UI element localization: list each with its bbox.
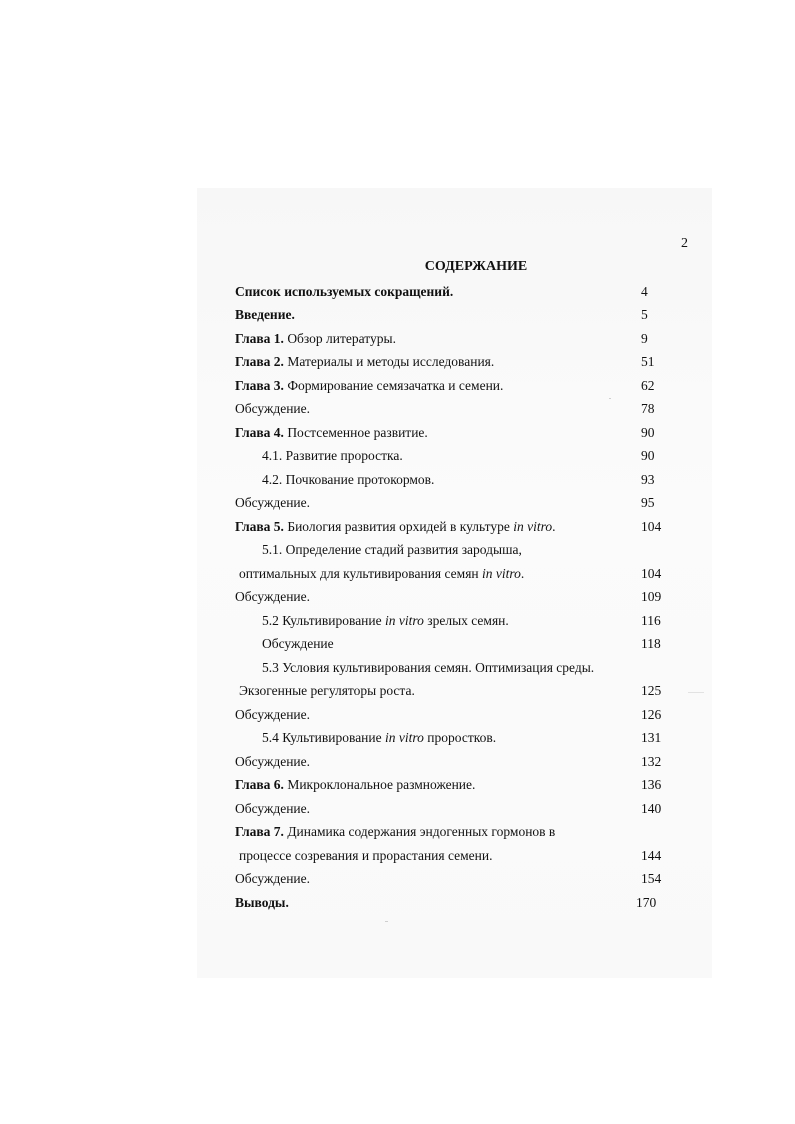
- entry-text: Обсуждение.: [235, 801, 311, 816]
- entry-italic-text: in vitro: [513, 519, 553, 534]
- toc-entry-discussion: [0, 868, 795, 890]
- scan-speck: [609, 398, 611, 399]
- entry-page: 90: [641, 425, 655, 440]
- entry-text: Динамика содержания эндогенных гормонов в: [283, 824, 556, 839]
- entry-page: 154: [641, 871, 662, 886]
- entry-text-after: .: [520, 566, 525, 581]
- entry-page: 104: [641, 519, 662, 534]
- entry-italic-text: in vitro: [385, 613, 424, 628]
- toc-entry-abbreviations: [0, 281, 795, 303]
- entry-text: Биология развития орхидей в культуре: [283, 519, 514, 534]
- page-number: 2: [681, 236, 688, 251]
- toc-entry-section-5-2: [0, 610, 795, 632]
- toc-entry-chapter-5: [0, 516, 795, 538]
- entry-page: 131: [641, 730, 662, 745]
- entry-text: 5.4 Культивирование: [262, 730, 386, 745]
- entry-bold-text: Глава 5.: [235, 519, 284, 534]
- entry-text: 5.3 Условия культивирования семян. Оптимизация среды.: [262, 660, 595, 675]
- toc-entry-chapter-1: [0, 328, 795, 350]
- entry-bold-text: Глава 2.: [235, 354, 284, 369]
- toc-entry-section-4-1: [0, 445, 795, 467]
- entry-page: 4: [641, 284, 648, 299]
- entry-text: Экзогенные регуляторы роста.: [239, 683, 415, 698]
- entry-page: 140: [641, 801, 662, 816]
- entry-bold-text: Глава 7.: [235, 824, 284, 839]
- entry-text: Обсуждение: [262, 636, 334, 651]
- entry-page: 62: [641, 378, 655, 393]
- toc-entry-section-5-3: [0, 657, 795, 679]
- toc-entry-discussion: [0, 492, 795, 514]
- toc-entry-discussion: [0, 704, 795, 726]
- entry-page: 93: [641, 472, 655, 487]
- toc-entry-chapter-7: [0, 821, 795, 843]
- entry-bold-text: Глава 6.: [235, 777, 284, 792]
- scan-speck: [385, 921, 388, 922]
- entry-text: Обсуждение.: [235, 707, 311, 722]
- entry-text-after: зрелых семян.: [423, 613, 509, 628]
- entry-page: 170: [636, 895, 657, 910]
- toc-entry-chapter-7-continued: [0, 845, 795, 867]
- entry-text: Обзор литературы.: [283, 331, 396, 346]
- entry-page: 109: [641, 589, 662, 604]
- entry-page: 125: [641, 683, 662, 698]
- toc-entry-chapter-3: [0, 375, 795, 397]
- toc-entry-conclusions: [0, 892, 795, 914]
- entry-page: 90: [641, 448, 655, 463]
- toc-entry-section-5-1: [0, 539, 795, 561]
- toc-entry-discussion: [0, 398, 795, 420]
- entry-bold-text: Введение.: [235, 307, 295, 322]
- toc-entry-section-5-4: [0, 727, 795, 749]
- entry-text: Материалы и методы исследования.: [283, 354, 495, 369]
- entry-bold-text: Глава 3.: [235, 378, 284, 393]
- entry-text: Постсеменное развитие.: [283, 425, 428, 440]
- entry-page: 78: [641, 401, 655, 416]
- entry-text: 5.1. Определение стадий развития зародыша,: [262, 542, 522, 557]
- entry-italic-text: in vitro: [385, 730, 424, 745]
- entry-italic-text: in vitro: [482, 566, 521, 581]
- entry-text: 4.1. Развитие проростка.: [262, 448, 403, 463]
- toc-entry-discussion-indented: [0, 633, 795, 655]
- entry-page: 116: [641, 613, 661, 628]
- entry-text: оптимальных для культивирования семян: [239, 566, 483, 581]
- toc-entry-introduction: [0, 304, 795, 326]
- toc-entry-section-5-1-continued: [0, 563, 795, 585]
- entry-page: 132: [641, 754, 662, 769]
- entry-text: Микроклональное размножение.: [283, 777, 476, 792]
- entry-page: 144: [641, 848, 662, 863]
- entry-text-after: .: [552, 519, 556, 534]
- toc-entry-chapter-2: [0, 351, 795, 373]
- entry-page: 51: [641, 354, 655, 369]
- toc-entry-chapter-6: [0, 774, 795, 796]
- scan-speck: [688, 692, 704, 693]
- entry-page: 118: [641, 636, 661, 651]
- entry-bold-text: Глава 1.: [235, 331, 284, 346]
- toc-entry-discussion: [0, 586, 795, 608]
- entry-page: 126: [641, 707, 662, 722]
- toc-entry-discussion: [0, 798, 795, 820]
- entry-text-after: проростков.: [423, 730, 497, 745]
- entry-text: Обсуждение.: [235, 589, 311, 604]
- entry-bold-text: Глава 4.: [235, 425, 284, 440]
- entry-text: 5.2 Культивирование: [262, 613, 386, 628]
- entry-bold-text: Список используемых сокращений.: [235, 284, 454, 299]
- entry-page: 5: [641, 307, 648, 322]
- entry-text: процессе созревания и прорастания семени.: [239, 848, 493, 863]
- toc-entry-section-4-2: [0, 469, 795, 491]
- toc-entry-chapter-4: [0, 422, 795, 444]
- entry-page: 136: [641, 777, 662, 792]
- entry-text: Обсуждение.: [235, 871, 311, 886]
- entry-text: Формирование семязачатка и семени.: [283, 378, 504, 393]
- entry-bold-text: Выводы.: [235, 895, 289, 910]
- entry-page: 9: [641, 331, 648, 346]
- entry-text: 4.2. Почкование протокормов.: [262, 472, 435, 487]
- entry-page: 95: [641, 495, 655, 510]
- page-title: СОДЕРЖАНИЕ: [424, 259, 528, 274]
- entry-text: Обсуждение.: [235, 495, 311, 510]
- toc-entry-section-5-3-continued: [0, 680, 795, 702]
- toc-entry-discussion: [0, 751, 795, 773]
- entry-page: 104: [641, 566, 662, 581]
- entry-text: Обсуждение.: [235, 401, 311, 416]
- entry-text: Обсуждение.: [235, 754, 311, 769]
